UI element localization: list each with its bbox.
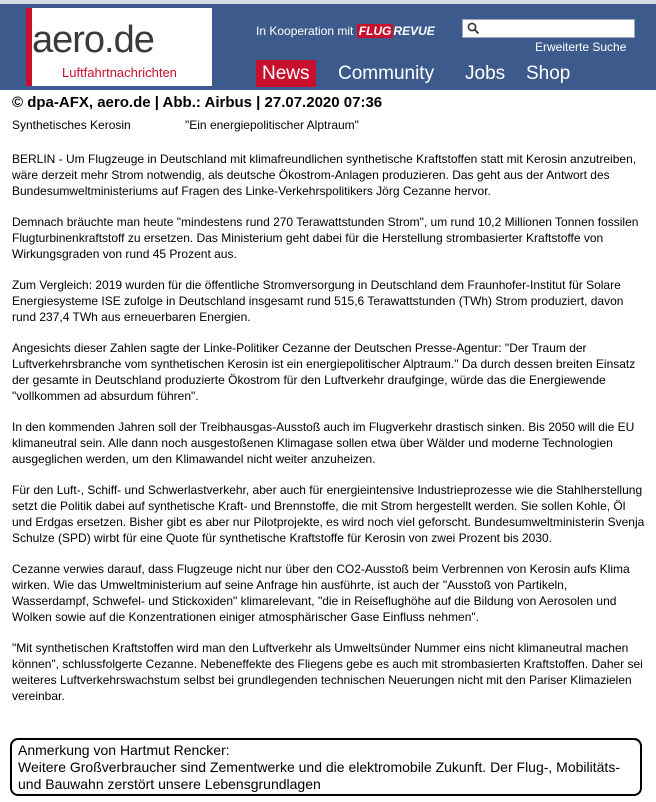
cooperation-label: In Kooperation mit: [256, 24, 354, 38]
article-body: [12, 151, 646, 719]
advanced-search-link[interactable]: Erweiterte Suche: [535, 40, 627, 54]
article-headline: "Ein energiepolitischer Alptraum": [185, 118, 359, 132]
nav-item-shop[interactable]: Shop: [526, 63, 571, 84]
search-input[interactable]: [462, 19, 635, 38]
annotation-title: Anmerkung von Hartmut Rencker:: [18, 742, 230, 758]
logo-subtitle: Luftfahrtnachrichten: [62, 65, 177, 80]
site-logo[interactable]: [32, 8, 212, 86]
article-paragraph: Für den Luft-, Schiff- und Schwerlastverkehr, aber auch für energieintensive Industrieprozesse wie die Stahlherstellung setzt die Politik dabei auf synthetische Kraft- und Brennstoffe, die mit Strom hergestellt werden. Sie sollen Kohle, Öl und Erdgas ersetzen. Bisher gibt es aber nur Pilotprojekte, es wird noch viel geforscht. Bundesumweltministerin Svenja Schulze (SPD) wirbt für eine Quote für synthetische Kraftstoffe für Kerosin von zwei Prozent bis 2030.: [12, 483, 645, 545]
article-paragraph: Zum Vergleich: 2019 wurden für die öffentliche Stromversorgung in Deutschland dem Fraunhofer-Institut für Solare Energiesysteme ISE zufolge in Deutschland insgesamt rund 515,6 Terawattstunden (TWh) Strom produziert, davon rund 237,4 TWh aus erneuerbaren Energien.: [12, 278, 624, 324]
cooperation-note: [256, 24, 435, 38]
top-divider: [0, 0, 656, 4]
partner-logo[interactable]: [357, 24, 435, 38]
annotation-text: Weitere Großverbraucher sind Zementwerke und die elektromobile Zukunft. Der Flug-, Mobilitäts- und Bauwahn zerstört unsere Lebensgrundlagen: [18, 759, 620, 792]
article-paragraph: Demnach bräuchte man heute "mindestens rund 270 Terawattstunden Strom", um rund 10,2 Millionen Tonnen fossilen Flugturbinenkraftstoff zu ersetzen. Das Ministerium geht dabei für die Herstellung strombasierter Kraftstoffe von Wirkungsgraden von rund 45 Prozent aus.: [12, 215, 639, 261]
article-byline: © dpa-AFX, aero.de | Abb.: Airbus | 27.07.2020 07:36: [12, 94, 383, 111]
article-paragraph: Angesichts dieser Zahlen sagte der Linke-Politiker Cezanne der Deutschen Presse-Agentur: "Der Traum der Luftverkehrsbranche vom synthetischen Kerosin ist ein energiepolitischer Alptraum." Da durch dessen breiten Einsatz der gesamte in Deutschland produzierte Ökostrom für den Luftverkehr draufginge, würde das die Energiewende "vollkommen ad absurdum führen".: [12, 341, 636, 403]
nav-item-jobs[interactable]: Jobs: [465, 63, 506, 84]
partner-logo-flug: FLUG: [358, 24, 392, 38]
article-paragraph: In den kommenden Jahren soll der Treibhausgas-Ausstoß auch im Flugverkehr drastisch sinken. Bis 2050 will die EU klimaneutral sein. Alle dann noch ausgestoßenen Klimagase sollen etwa über Wälder und moderne Technologien ausgeglichen werden, um den Klimawandel nicht weiter anzuheizen.: [12, 420, 635, 466]
nav-item-news[interactable]: News: [256, 60, 316, 87]
article-paragraph: Cezanne verwies darauf, dass Flugzeuge nicht nur über den CO2-Ausstoß beim Verbrennen von Kerosin aufs Klima wirken. Wie das Umweltministerium auf seine Anfrage hin ausführte, ist auch der "Ausstoß von Partikeln, Wasserdampf, Schwefel- und Stickoxiden" klimarelevant, "die in Reiseflughöhe auf die Bildung von Aerosolen und Wolken sowie auf die Konzentrationen einiger atmosphärischer Gase Einfluss nehmen".: [12, 562, 630, 624]
article-paragraph: "Mit synthetischen Kraftstoffen wird man den Luftverkehr als Umweltsünder Nummer eins nicht klimaneutral machen können", schlussfolgerte Cezanne. Nebeneffekte des Fliegens gebe es auch mit strombasierten Kraftstoffen. Daher sei weiteres Luftverkehrswachstum selbst bei grundlegenden technischen Neuerungen nicht mit den Pariser Klimazielen vereinbar.: [12, 641, 643, 703]
article-kicker: Synthetisches Kerosin: [12, 118, 131, 132]
nav-item-community[interactable]: Community: [338, 63, 435, 84]
logo-main-text: aero.de: [32, 19, 154, 61]
partner-logo-revue: REVUE: [393, 24, 435, 38]
annotation-box: [10, 738, 642, 796]
search-icon[interactable]: [467, 22, 480, 35]
site-header: [0, 0, 656, 90]
article-paragraph: BERLIN - Um Flugzeuge in Deutschland mit klimafreundlichen synthetische Kraftstoffen statt mit Kerosin anzutreiben, wäre derzeit mehr Strom notwendig, als deutsche Ökostrom-Anlagen produzieren. Das geht aus der Antwort des Bundesumweltministeriums auf Fragen des Linke-Verkehrspolitikers Jörg Cezanne hervor.: [12, 152, 637, 198]
